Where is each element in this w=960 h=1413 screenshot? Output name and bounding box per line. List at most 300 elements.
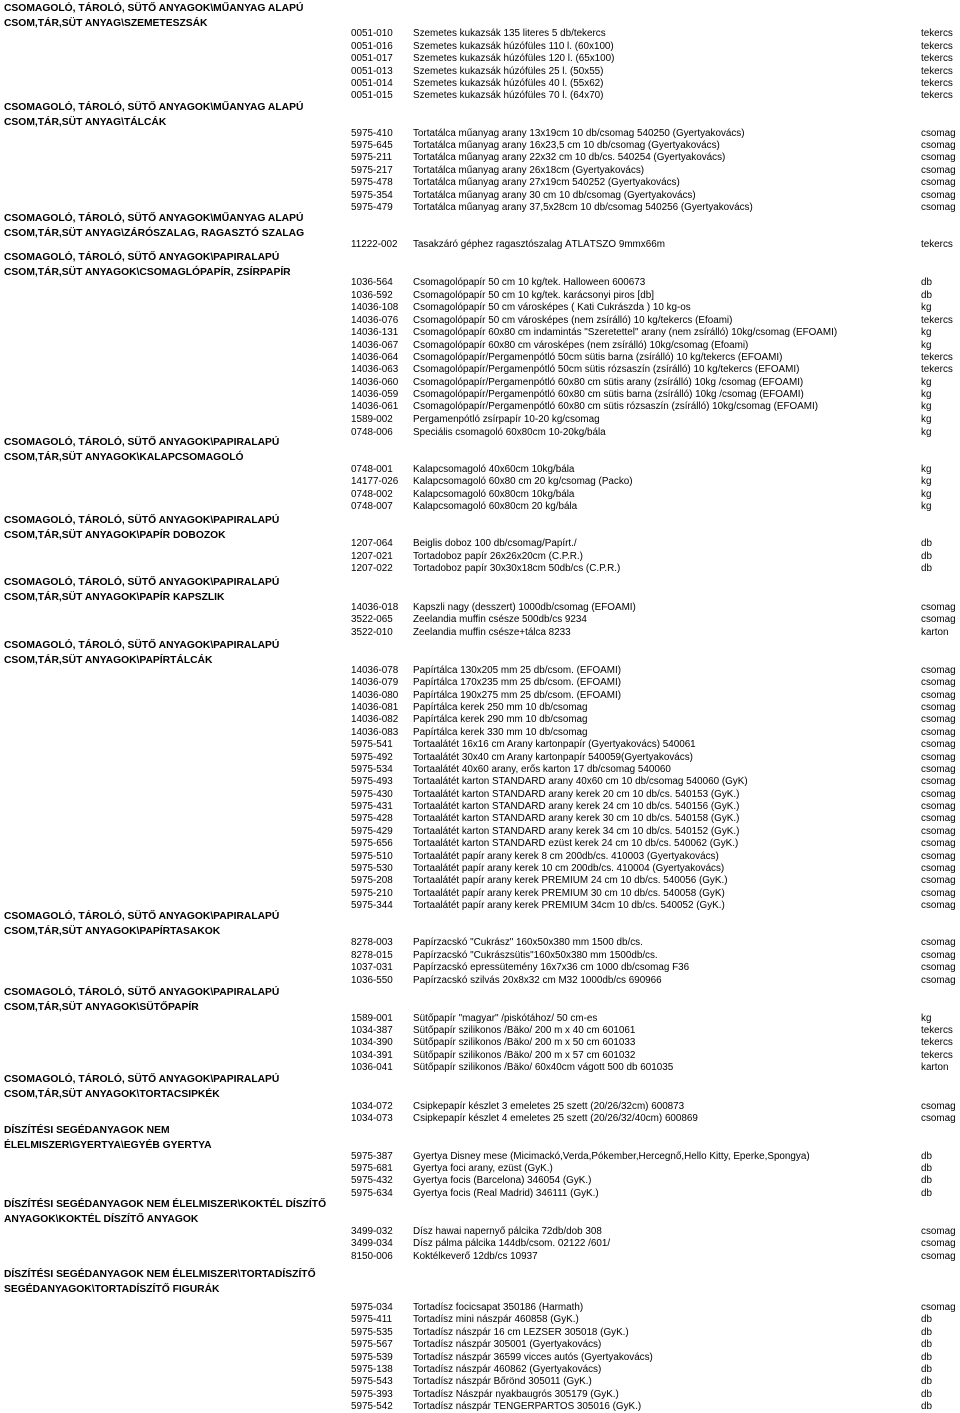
item-description: Gyertya focis (Barcelona) 346054 (GyK.)	[413, 1175, 592, 1186]
item-row	[351, 28, 958, 40]
item-unit: tekercs	[921, 1037, 953, 1048]
item-unit: tekercs	[921, 66, 953, 77]
item-code: 14036-083	[351, 727, 399, 738]
item-description: Szemetes kukazsák húzófüles 120 l. (65x100)	[413, 53, 615, 64]
item-description: Tortadísz nászpár Bőrönd 305011 (GyK.)	[413, 1376, 592, 1387]
item-description: Kapszli nagy (desszert) 1000db/csomag (EFOAMI)	[413, 602, 636, 613]
item-unit: kg	[921, 427, 932, 438]
item-code: 5975-428	[351, 813, 393, 824]
item-description: Csomagolópapír/Pergamenpótló 60x80 cm sütis arany (zsírálló) 10kg /csomag (EFOAMI)	[413, 377, 804, 388]
item-unit: tekercs	[921, 41, 953, 52]
item-code: 5975-535	[351, 1327, 393, 1338]
item-row	[351, 826, 958, 838]
item-unit: csomag	[921, 1238, 956, 1249]
item-unit: csomag	[921, 177, 956, 188]
item-row	[351, 78, 958, 90]
item-code: 1037-031	[351, 962, 393, 973]
item-unit: csomag	[921, 1101, 956, 1112]
category-heading-line: CSOM,TÁR,SÜT ANYAG\TÁLCÁK	[4, 116, 167, 128]
item-description: Szemetes kukazsák 135 literes 5 db/tekercs	[413, 28, 606, 39]
item-code: 5975-634	[351, 1188, 393, 1199]
item-unit: kg	[921, 501, 932, 512]
item-description: Tortaalátét karton STANDARD arany 40x60 cm 10 db/csomag 540060 (GyK)	[413, 776, 748, 787]
item-unit: csomag	[921, 813, 956, 824]
item-row	[351, 476, 958, 488]
category-heading	[4, 251, 330, 280]
item-code: 14036-063	[351, 364, 399, 375]
item-code: 14036-076	[351, 315, 399, 326]
item-unit: csomag	[921, 863, 956, 874]
category-heading	[4, 514, 330, 543]
item-code: 0748-001	[351, 464, 393, 475]
item-unit: kg	[921, 401, 932, 412]
item-unit: db	[921, 1389, 932, 1400]
item-code: 5975-410	[351, 128, 393, 139]
item-unit: csomag	[921, 140, 956, 151]
item-row	[351, 962, 958, 974]
item-unit: csomag	[921, 838, 956, 849]
item-unit: csomag	[921, 202, 956, 213]
item-description: Tortaalátét 30x40 cm Arany kartonpapír 540059(Gyertyakovács)	[413, 752, 693, 763]
item-code: 3499-032	[351, 1226, 393, 1237]
item-code: 1207-021	[351, 551, 393, 562]
item-description: Kalapcsomagoló 60x80cm 10kg/bála	[413, 489, 575, 500]
item-row	[351, 277, 958, 289]
item-unit: kg	[921, 476, 932, 487]
item-unit: tekercs	[921, 53, 953, 64]
item-description: Szemetes kukazsák húzófüles 110 l. (60x100)	[413, 41, 614, 52]
item-code: 5975-210	[351, 888, 393, 899]
item-unit: csomag	[921, 888, 956, 899]
item-description: Tortaalátét karton STANDARD arany kerek 20 cm 10 db/cs. 540153 (GyK.)	[413, 789, 740, 800]
item-description: Tortatálca műanyag arany 30 cm 10 db/csomag (Gyertyakovács)	[413, 190, 696, 201]
item-code: 8150-006	[351, 1251, 393, 1262]
item-row	[351, 1364, 958, 1376]
item-code: 1036-550	[351, 975, 393, 986]
item-description: Gyertya Disney mese (Micimackó,Verda,Pókember,Hercegnő,Hello Kitty, Eperke,Spongya)	[413, 1151, 810, 1162]
item-description: Pergamenpótló zsírpapír 10-20 kg/csomag	[413, 414, 600, 425]
item-row	[351, 377, 958, 389]
item-description: Papírtálca 190x275 mm 25 db/csom. (EFOAMI)	[413, 690, 622, 701]
item-description: Tortaalátét karton STANDARD arany kerek 34 cm 10 db/cs. 540152 (GyK.)	[413, 826, 740, 837]
item-code: 5975-567	[351, 1339, 393, 1350]
item-unit: kg	[921, 377, 932, 388]
item-description: Kalapcsomagoló 60x80cm 20 kg/bála	[413, 501, 578, 512]
item-unit: csomag	[921, 152, 956, 163]
item-description: Papírzacskó epressütemény 16x7x36 cm 1000 db/csomag F36	[413, 962, 690, 973]
item-code: 1589-001	[351, 1013, 393, 1024]
item-code: 14036-131	[351, 327, 399, 338]
item-unit: kg	[921, 489, 932, 500]
item-row	[351, 239, 958, 251]
item-unit: csomag	[921, 665, 956, 676]
item-description: Papírtálca kerek 250 mm 10 db/csomag	[413, 702, 588, 713]
item-row	[351, 863, 958, 875]
item-code: 5975-393	[351, 1389, 393, 1400]
item-unit: csomag	[921, 875, 956, 886]
item-row	[351, 1013, 958, 1025]
item-description: Csomagolópapír 50 cm városképes ( Kati Cukrászda ) 10 kg-os	[413, 302, 691, 313]
item-unit: db	[921, 1314, 932, 1325]
item-description: Tortatálca műanyag arany 22x32 cm 10 db/cs. 540254 (Gyertyakovács)	[413, 152, 726, 163]
item-unit: db	[921, 290, 932, 301]
category-heading-line: CSOM,TÁR,SÜT ANYAGOK\PAPÍRTASAKOK	[4, 925, 221, 937]
item-code: 14036-078	[351, 665, 399, 676]
item-unit: kg	[921, 1013, 932, 1024]
item-code: 14036-082	[351, 714, 399, 725]
item-description: Tortadoboz papír 26x26x20cm (C.P.R.)	[413, 551, 583, 562]
item-description: Tortatálca műanyag arany 16x23,5 cm 10 db/csomag (Gyertyakovács)	[413, 140, 720, 151]
item-row	[351, 764, 958, 776]
item-row	[351, 727, 958, 739]
item-unit: csomag	[921, 900, 956, 911]
item-code: 5975-208	[351, 875, 393, 886]
item-row	[351, 752, 958, 764]
item-row	[351, 1113, 958, 1125]
item-unit: kg	[921, 389, 932, 400]
item-code: 0051-016	[351, 41, 393, 52]
item-unit: db	[921, 1352, 932, 1363]
item-code: 5975-542	[351, 1401, 393, 1412]
item-row	[351, 90, 958, 102]
item-code: 0051-017	[351, 53, 393, 64]
item-description: Dísz hawai napernyő pálcika 72db/dob 308	[413, 1226, 602, 1237]
item-description: Szemetes kukazsák húzófüles 70 l. (64x70)	[413, 90, 604, 101]
item-code: 3499-034	[351, 1238, 393, 1249]
item-row	[351, 152, 958, 164]
item-code: 0748-002	[351, 489, 393, 500]
item-description: Papírzacskó szilvás 20x8x32 cm M32 1000db/cs 690966	[413, 975, 662, 986]
item-code: 14036-081	[351, 702, 399, 713]
item-row	[351, 1037, 958, 1049]
item-description: Sütőpapír szilikonos /Bäko/ 60x40cm vágott 500 db 601035	[413, 1062, 674, 1073]
item-code: 14036-064	[351, 352, 399, 363]
item-code: 1036-592	[351, 290, 393, 301]
item-code: 5975-493	[351, 776, 393, 787]
item-unit: kg	[921, 414, 932, 425]
item-unit: csomag	[921, 962, 956, 973]
category-heading-line: CSOMAGOLÓ, TÁROLÓ, SÜTŐ ANYAGOK\PAPIRALAPÚ	[4, 987, 280, 998]
item-description: Sütőpapír szilikonos /Bäko/ 200 m x 40 cm 601061	[413, 1025, 636, 1036]
category-heading	[4, 576, 330, 605]
item-description: Tortadísz Nászpár nyakbaugrós 305179 (GyK.)	[413, 1389, 619, 1400]
item-unit: tekercs	[921, 78, 953, 89]
item-unit: tekercs	[921, 315, 953, 326]
item-unit: db	[921, 551, 932, 562]
item-code: 5975-432	[351, 1175, 393, 1186]
item-unit: db	[921, 1327, 932, 1338]
item-row	[351, 690, 958, 702]
item-description: Tasakzáró géphez ragasztószalag ÁTLÁTSZÓ 9mmx66m	[413, 239, 665, 250]
item-unit: db	[921, 1401, 932, 1412]
item-unit: csomag	[921, 702, 956, 713]
item-code: 5975-534	[351, 764, 393, 775]
item-description: Gyertya focis (Real Madrid) 346111 (GyK.)	[413, 1188, 599, 1199]
item-description: Tortadísz nászpár 305001 (Gyertyakovács)	[413, 1339, 602, 1350]
item-unit: db	[921, 563, 932, 574]
item-code: 5975-656	[351, 838, 393, 849]
item-unit: csomag	[921, 739, 956, 750]
item-code: 14177-026	[351, 476, 399, 487]
item-unit: csomag	[921, 1113, 956, 1124]
item-unit: csomag	[921, 614, 956, 625]
item-unit: db	[921, 538, 932, 549]
category-heading-line: CSOMAGOLÓ, TÁROLÓ, SÜTŐ ANYAGOK\PAPIRALAPÚ	[4, 437, 280, 448]
category-heading-line: CSOMAGOLÓ, TÁROLÓ, SÜTŐ ANYAGOK\MŰANYAG ALAPÚ	[4, 213, 304, 224]
item-code: 5975-431	[351, 801, 393, 812]
item-code: 14036-059	[351, 389, 399, 400]
item-description: Csomagolópapír/Pergamenpótló 50cm sütis rózsaszín (zsírálló) 10 kg/tekercs (EFOAMI)	[413, 364, 800, 375]
item-row	[351, 627, 958, 639]
item-description: Papírtálca kerek 330 mm 10 db/csomag	[413, 727, 588, 738]
item-row	[351, 677, 958, 689]
item-code: 3522-010	[351, 627, 393, 638]
item-row	[351, 900, 958, 912]
item-description: Tortadísz nászpár 36599 vicces autós (Gyertyakovács)	[413, 1352, 653, 1363]
item-row	[351, 1238, 958, 1250]
item-description: Szemetes kukazsák húzófüles 40 l. (55x62)	[413, 78, 604, 89]
category-heading-line: CSOM,TÁR,SÜT ANYAG\ZÁRÓSZALAG, RAGASZTÓ SZALAG	[4, 227, 305, 239]
item-unit: tekercs	[921, 352, 953, 363]
item-code: 5975-479	[351, 202, 393, 213]
category-heading-line: CSOMAGOLÓ, TÁROLÓ, SÜTŐ ANYAGOK\PAPIRALAPÚ	[4, 911, 280, 922]
item-description: Tortadísz nászpár TENGERPARTOS 305016 (GyK.)	[413, 1401, 642, 1412]
item-row	[351, 464, 958, 476]
item-description: Tortaalátét karton STANDARD ezüst kerek 24 cm 10 db/cs. 540062 (GyK.)	[413, 838, 739, 849]
item-row	[351, 801, 958, 813]
item-row	[351, 1352, 958, 1364]
item-code: 5975-543	[351, 1376, 393, 1387]
item-unit: kg	[921, 340, 932, 351]
category-heading-line: CSOM,TÁR,SÜT ANYAGOK\TORTACSIPKÉK	[4, 1088, 220, 1100]
category-heading-line: CSOM,TÁR,SÜT ANYAGOK\PAPÍR KAPSZLIK	[4, 591, 225, 603]
item-unit: kg	[921, 302, 932, 313]
item-code: 1207-064	[351, 538, 393, 549]
item-row	[351, 53, 958, 65]
item-unit: csomag	[921, 975, 956, 986]
item-code: 1589-002	[351, 414, 393, 425]
item-unit: csomag	[921, 801, 956, 812]
item-description: Kalapcsomagoló 60x80 cm 20 kg/csomag (Packo)	[413, 476, 633, 487]
item-description: Csomagolópapír/Pergamenpótló 60x80 cm sütis barna (zsírálló) 10kg /csomag (EFOAMI)	[413, 389, 804, 400]
item-code: 0051-010	[351, 28, 393, 39]
item-unit: db	[921, 1188, 932, 1199]
item-code: 5975-429	[351, 826, 393, 837]
item-code: 1207-022	[351, 563, 393, 574]
category-heading-line: CSOM,TÁR,SÜT ANYAG\SZEMETESZSÁK	[4, 17, 208, 29]
item-row	[351, 352, 958, 364]
item-unit: db	[921, 1376, 932, 1387]
item-description: Csomagolópapír 60x80 cm indamintás "Szeretettel" arany (nem zsírálló) 10kg/csomag (EFOAMI)	[413, 327, 838, 338]
item-row	[351, 551, 958, 563]
category-heading	[4, 212, 330, 241]
item-description: Sütőpapír "magyar" /piskótához/ 50 cm-es	[413, 1013, 598, 1024]
item-code: 14036-060	[351, 377, 399, 388]
category-heading-line: CSOM,TÁR,SÜT ANYAGOK\KALAPCSOMAGOLÓ	[4, 451, 244, 463]
item-code: 1034-073	[351, 1113, 393, 1124]
item-row	[351, 41, 958, 53]
item-description: Papírtálca 170x235 mm 25 db/csom. (EFOAMI)	[413, 677, 622, 688]
item-description: Csomagolópapír 60x80 cm városképes (nem zsírálló) 10kg/csomag (Efoami)	[413, 340, 749, 351]
item-code: 5975-138	[351, 1364, 393, 1375]
item-description: Tortadoboz papír 30x30x18cm 50db/cs (C.P.R.)	[413, 563, 621, 574]
item-unit: db	[921, 1175, 932, 1186]
category-heading-line: CSOMAGOLÓ, TÁROLÓ, SÜTŐ ANYAGOK\PAPIRALAPÚ	[4, 577, 280, 588]
item-unit: csomag	[921, 727, 956, 738]
item-code: 14036-080	[351, 690, 399, 701]
item-unit: csomag	[921, 764, 956, 775]
item-row	[351, 1101, 958, 1113]
item-unit: csomag	[921, 937, 956, 948]
item-description: Papírzacskó "Cukrászsütis"160x50x380 mm 1500db/cs.	[413, 950, 658, 961]
item-code: 5975-430	[351, 789, 393, 800]
item-description: Csomagolópapír/Pergamenpótló 60x80 cm sütis rózsaszín (zsírálló) 10kg/csomag (EFOAMI)	[413, 401, 819, 412]
item-row	[351, 165, 958, 177]
item-description: Papírzacskó "Cukrász" 160x50x380 mm 1500 db/cs.	[413, 937, 643, 948]
item-code: 8278-015	[351, 950, 393, 961]
item-unit: csomag	[921, 789, 956, 800]
item-description: Speciális csomagoló 60x80cm 10-20kg/bála	[413, 427, 606, 438]
category-heading-line: CSOM,TÁR,SÜT ANYAGOK\PAPÍR DOBOZOK	[4, 529, 226, 541]
item-code: 0748-007	[351, 501, 393, 512]
item-row	[351, 1314, 958, 1326]
item-description: Tortaalátét karton STANDARD arany kerek 30 cm 10 db/cs. 540158 (GyK.)	[413, 813, 740, 824]
category-heading-line: CSOM,TÁR,SÜT ANYAGOK\PAPÍRTÁLCÁK	[4, 654, 213, 666]
item-row	[351, 1188, 958, 1200]
item-code: 14036-018	[351, 602, 399, 613]
item-unit: csomag	[921, 776, 956, 787]
item-row	[351, 975, 958, 987]
item-code: 5975-387	[351, 1151, 393, 1162]
item-code: 5975-510	[351, 851, 393, 862]
item-unit: db	[921, 1151, 932, 1162]
item-row	[351, 1251, 958, 1263]
item-code: 14036-061	[351, 401, 399, 412]
item-row	[351, 1151, 958, 1163]
item-description: Gyertya foci arany, ezüst (GyK.)	[413, 1163, 553, 1174]
category-heading-line: ÉLELMISZER\GYERTYA\EGYÉB GYERTYA	[4, 1139, 212, 1151]
item-description: Csomagolópapír 50 cm városképes (nem zsírálló) 10 kg/tekercs (Efoami)	[413, 315, 733, 326]
item-unit: db	[921, 1339, 932, 1350]
item-row	[351, 202, 958, 214]
item-description: Koktélkeverő 12db/cs 10937	[413, 1251, 538, 1262]
item-unit: csomag	[921, 851, 956, 862]
item-code: 1036-564	[351, 277, 393, 288]
item-row	[351, 501, 958, 513]
category-heading-line: ANYAGOK\KOKTÉL DÍSZÍTŐ ANYAGOK	[4, 1213, 199, 1225]
item-row	[351, 813, 958, 825]
category-heading	[4, 2, 330, 31]
item-unit: tekercs	[921, 28, 953, 39]
item-row	[351, 789, 958, 801]
category-heading-line: CSOMAGOLÓ, TÁROLÓ, SÜTŐ ANYAGOK\PAPIRALAPÚ	[4, 640, 280, 651]
item-code: 0051-014	[351, 78, 393, 89]
item-row	[351, 1401, 958, 1413]
item-row	[351, 190, 958, 202]
item-unit: csomag	[921, 128, 956, 139]
item-row	[351, 414, 958, 426]
category-heading-line: CSOM,TÁR,SÜT ANYAGOK\CSOMAGLÓPAPÍR, ZSÍRPAPÍR	[4, 266, 291, 278]
item-description: Tortaalátét 16x16 cm Arany kartonpapír (Gyertyakovács) 540061	[413, 739, 696, 750]
item-code: 5975-645	[351, 140, 393, 151]
category-heading-line: CSOMAGOLÓ, TÁROLÓ, SÜTŐ ANYAGOK\PAPIRALAPÚ	[4, 515, 280, 526]
item-row	[351, 140, 958, 152]
item-description: Tortatálca műanyag arany 27x19cm 540252 (Gyertyakovács)	[413, 177, 680, 188]
item-code: 5975-681	[351, 1163, 393, 1174]
item-unit: kg	[921, 327, 932, 338]
item-unit: db	[921, 277, 932, 288]
item-row	[351, 1025, 958, 1037]
item-row	[351, 1389, 958, 1401]
item-description: Csipkepapír készlet 4 emeletes 25 szett (20/26/32/40cm) 600869	[413, 1113, 698, 1124]
category-heading-line: SEGÉDANYAGOK\TORTADÍSZÍTŐ FIGURÁK	[4, 1283, 220, 1295]
item-description: Csipkepapír készlet 3 emeletes 25 szett (20/26/32cm) 600873	[413, 1101, 685, 1112]
item-description: Sütőpapír szilikonos /Bäko/ 200 m x 50 cm 601033	[413, 1037, 636, 1048]
item-unit: csomag	[921, 1226, 956, 1237]
item-code: 5975-478	[351, 177, 393, 188]
item-code: 1034-391	[351, 1050, 393, 1061]
item-code: 1034-387	[351, 1025, 393, 1036]
item-row	[351, 177, 958, 189]
item-code: 0051-015	[351, 90, 393, 101]
item-description: Csomagolópapír 50 cm 10 kg/tek. karácsonyi piros [db]	[413, 290, 654, 301]
category-heading-line: CSOMAGOLÓ, TÁROLÓ, SÜTŐ ANYAGOK\MŰANYAG ALAPÚ	[4, 3, 304, 14]
item-unit: csomag	[921, 1302, 956, 1313]
item-code: 3522-065	[351, 614, 393, 625]
item-description: Tortaalátét papír arany kerek PRÉMIUM 24 cm 10 db/cs. 540056 (GyK.)	[413, 875, 728, 886]
item-code: 14036-067	[351, 340, 399, 351]
category-heading	[4, 1268, 330, 1297]
item-unit: csomag	[921, 752, 956, 763]
item-code: 1034-072	[351, 1101, 393, 1112]
item-row	[351, 602, 958, 614]
item-code: 5975-354	[351, 190, 393, 201]
item-description: Papírtálca kerek 290 mm 10 db/csomag	[413, 714, 588, 725]
item-row	[351, 665, 958, 677]
item-row	[351, 776, 958, 788]
item-unit: csomag	[921, 950, 956, 961]
item-code: 11222-002	[351, 239, 398, 250]
item-description: Szemetes kukazsák húzófüles 25 l. (50x55)	[413, 66, 604, 77]
category-heading	[4, 986, 330, 1015]
item-description: Tortadísz focicsapat 350186 (Harmath)	[413, 1302, 584, 1313]
item-description: Tortadísz nászpár 460862 (Gyertyakovács)	[413, 1364, 602, 1375]
item-row	[351, 1302, 958, 1314]
item-unit: db	[921, 1364, 932, 1375]
item-row	[351, 1376, 958, 1388]
category-heading	[4, 1073, 330, 1102]
category-heading	[4, 1124, 330, 1153]
item-row	[351, 1062, 958, 1074]
item-description: Papírtálca 130x205 mm 25 db/csom. (EFOAMI)	[413, 665, 622, 676]
item-description: Tortaalátét papír arany kerek PRÉMIUM 30 cm 10 db/cs. 540058 (GyK)	[413, 888, 725, 899]
item-row	[351, 538, 958, 550]
item-row	[351, 1226, 958, 1238]
item-description: Tortatálca műanyag arany 37,5x28cm 10 db/csomag 540256 (Gyertyakovács)	[413, 202, 753, 213]
item-code: 1034-390	[351, 1037, 393, 1048]
item-description: Csomagolópapír 50 cm 10 kg/tek. Halloween 600673	[413, 277, 646, 288]
item-row	[351, 714, 958, 726]
item-code: 5975-539	[351, 1352, 393, 1363]
item-unit: csomag	[921, 1251, 956, 1262]
category-heading	[4, 436, 330, 465]
category-heading	[4, 101, 330, 130]
item-row	[351, 1175, 958, 1187]
item-description: Zeelandia muffin csésze+tálca 8233	[413, 627, 571, 638]
category-heading-line: DÍSZÍTÉSI SEGÉDANYAGOK NEM	[4, 1125, 170, 1136]
item-description: Csomagolópapír/Pergamenpótló 50cm sütis barna (zsírálló) 10 kg/tekercs (EFOAMI)	[413, 352, 783, 363]
item-row	[351, 851, 958, 863]
